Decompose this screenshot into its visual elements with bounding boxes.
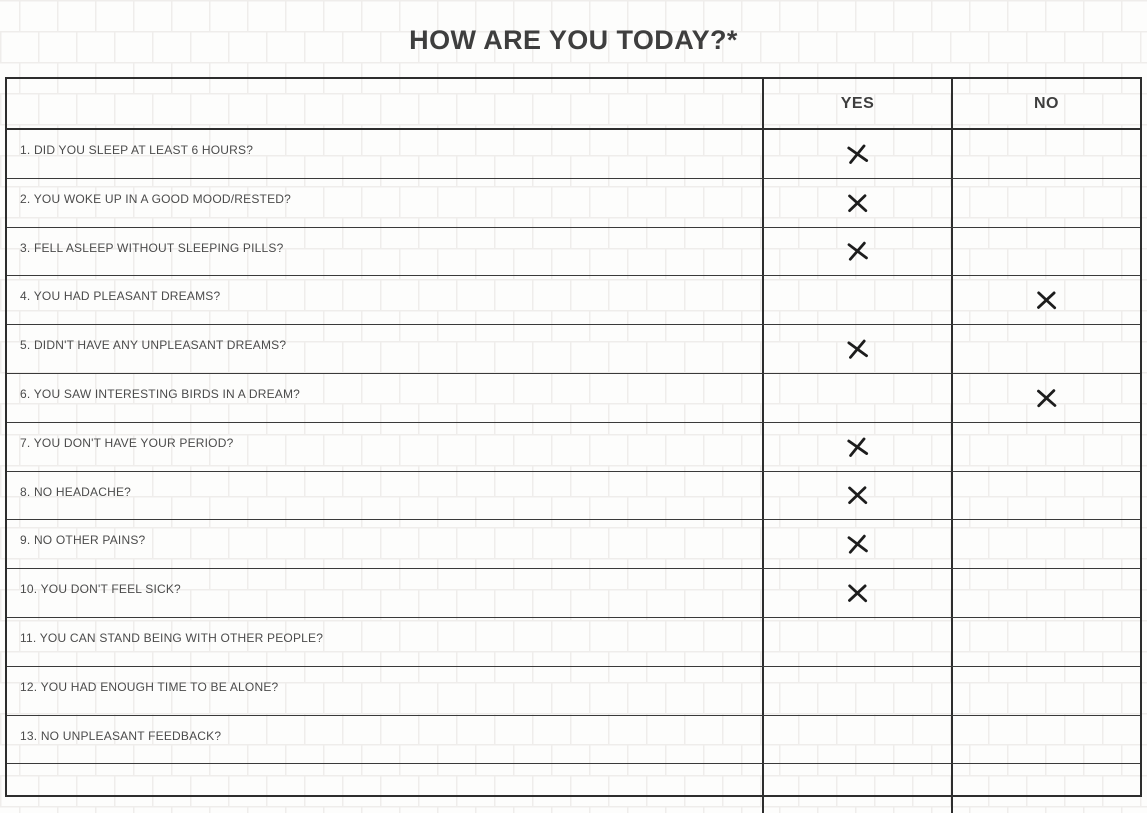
- question-label: [7, 764, 762, 813]
- no-cell[interactable]: [951, 179, 1140, 227]
- yes-cell[interactable]: [762, 667, 951, 715]
- yes-cell[interactable]: [762, 520, 951, 568]
- x-mark-icon: [1035, 387, 1059, 408]
- table-row: [7, 276, 1140, 325]
- no-column-header: NO: [951, 79, 1140, 128]
- table-row: [7, 472, 1140, 521]
- question-label: 6. YOU SAW INTERESTING BIRDS IN A DREAM?: [20, 386, 301, 401]
- table-row: [7, 764, 1140, 813]
- question-column-header: [7, 79, 762, 128]
- table-row: [7, 130, 1140, 179]
- no-cell[interactable]: [951, 325, 1140, 373]
- question-label: 12. YOU HAD ENOUGH TIME TO BE ALONE?: [20, 679, 279, 694]
- question-label: 2. YOU WOKE UP IN A GOOD MOOD/RESTED?: [20, 191, 292, 206]
- survey-table: [5, 77, 1142, 797]
- table-row: [7, 374, 1140, 423]
- no-cell[interactable]: [951, 130, 1140, 178]
- question-label: 5. DIDN'T HAVE ANY UNPLEASANT DREAMS?: [20, 338, 287, 353]
- question-label: 8. NO HEADACHE?: [20, 484, 132, 499]
- yes-cell[interactable]: [762, 618, 951, 666]
- x-mark-icon: [845, 192, 869, 213]
- no-cell[interactable]: [951, 423, 1140, 471]
- question-label: 9. NO OTHER PAINS?: [20, 533, 146, 548]
- x-mark-icon: [845, 143, 869, 165]
- yes-cell[interactable]: [762, 179, 951, 227]
- x-mark-icon: [845, 436, 869, 458]
- question-label: 3. FELL ASLEEP WITHOUT SLEEPING PILLS?: [20, 240, 284, 255]
- no-cell[interactable]: [951, 618, 1140, 666]
- x-mark-icon: [846, 241, 870, 262]
- question-label: 1. DID YOU SLEEP AT LEAST 6 HOURS?: [20, 143, 254, 157]
- yes-cell[interactable]: [762, 276, 951, 324]
- table-row: [7, 716, 1140, 765]
- table-row: [7, 179, 1140, 228]
- yes-cell[interactable]: [762, 472, 951, 520]
- no-cell[interactable]: [951, 569, 1140, 617]
- x-mark-icon: [1034, 290, 1058, 312]
- yes-cell[interactable]: [762, 423, 951, 471]
- yes-cell[interactable]: [762, 764, 951, 813]
- no-cell[interactable]: [951, 472, 1140, 520]
- question-label: 7. YOU DON'T HAVE YOUR PERIOD?: [20, 435, 234, 450]
- no-cell[interactable]: [951, 228, 1140, 276]
- question-label: 10. YOU DON'T FEEL SICK?: [20, 582, 181, 597]
- survey-table-body: [7, 130, 1140, 813]
- table-row: [7, 667, 1140, 716]
- yes-cell[interactable]: [762, 228, 951, 276]
- question-label: 4. YOU HAD PLEASANT DREAMS?: [20, 289, 221, 304]
- no-cell[interactable]: [951, 667, 1140, 715]
- x-mark-icon: [845, 485, 869, 506]
- table-row: [7, 569, 1140, 618]
- table-row: [7, 325, 1140, 374]
- no-cell[interactable]: [951, 520, 1140, 568]
- table-row: [7, 228, 1140, 277]
- no-cell[interactable]: [951, 374, 1140, 422]
- yes-column-header: YES: [762, 79, 951, 128]
- yes-cell[interactable]: [762, 716, 951, 764]
- x-mark-icon: [845, 582, 869, 604]
- x-mark-icon: [845, 338, 869, 359]
- yes-cell[interactable]: [762, 374, 951, 422]
- question-label: 11. YOU CAN STAND BEING WITH OTHER PEOPLE?: [20, 630, 324, 645]
- table-row: [7, 618, 1140, 667]
- page-title: HOW ARE YOU TODAY?*: [409, 25, 738, 55]
- yes-cell[interactable]: [762, 130, 951, 178]
- yes-cell[interactable]: [762, 325, 951, 373]
- no-cell[interactable]: [951, 276, 1140, 324]
- no-cell[interactable]: [951, 716, 1140, 764]
- no-cell[interactable]: [951, 764, 1140, 813]
- table-row: [7, 423, 1140, 472]
- x-mark-icon: [846, 534, 870, 555]
- yes-cell[interactable]: [762, 569, 951, 617]
- question-label: 13. NO UNPLEASANT FEEDBACK?: [20, 728, 222, 743]
- table-header-row: [7, 79, 1140, 130]
- table-row: [7, 520, 1140, 569]
